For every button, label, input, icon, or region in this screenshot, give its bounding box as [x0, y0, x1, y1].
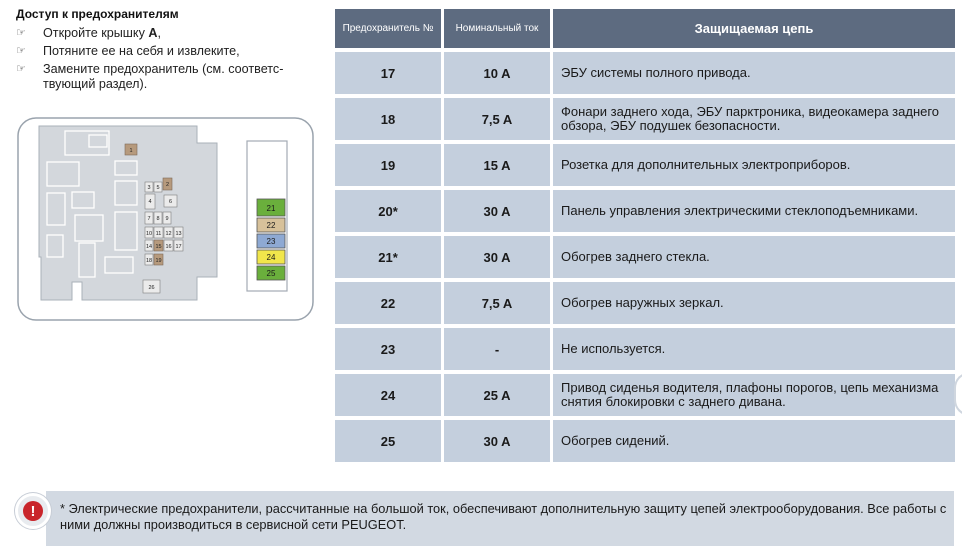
fuse-label: 7 [147, 216, 151, 222]
fuse-circuit: Обогрев наружных зеркал. [553, 282, 955, 324]
fuse-amperage: 25 A [444, 374, 550, 416]
fuse-amperage: 30 A [444, 420, 550, 462]
header-protected-circuit: Защищаемая цепь [553, 9, 955, 48]
fuse-number: 18 [335, 98, 441, 140]
fuse-number: 17 [335, 52, 441, 94]
table-row [335, 236, 955, 278]
fuse-23-label: 23 [266, 237, 276, 246]
table-row [335, 190, 955, 232]
fuse-circuit: Привод сиденья водителя, плафоны порогов, цепь механизма снятия блокировки с заднего дивана. [553, 374, 955, 416]
header-fuse-number: Предохранитель № [335, 9, 441, 48]
step-text: Потяните ее на себя и извлеките, [43, 44, 240, 58]
fuse-label: 12 [165, 231, 172, 237]
step-bold: A [148, 26, 158, 40]
step-text-end: , [157, 26, 161, 40]
fuse-21-label: 21 [266, 204, 276, 213]
fuse-label: 10 [145, 231, 153, 237]
fuse-label: 4 [148, 199, 152, 205]
fuse-25-label: 25 [266, 269, 276, 278]
fuse-number: 23 [335, 328, 441, 370]
table-row [335, 282, 955, 324]
instruction-steps [16, 26, 316, 95]
table-row [335, 52, 955, 94]
fuse-label: 19 [155, 258, 162, 264]
step-item [16, 26, 316, 41]
fuse-circuit: Обогрев сидений. [553, 420, 955, 462]
fuse-circuit: Панель управления электрическими стеклоподъемниками. [553, 190, 955, 232]
table-row [335, 98, 955, 140]
fuse-label: 13 [175, 231, 182, 237]
table-row [335, 328, 955, 370]
fuse-circuit: Розетка для дополнительных электроприборов. [553, 144, 955, 186]
fuse-label: 3 [147, 185, 151, 191]
fuse-number: 22 [335, 282, 441, 324]
fuse-label: 2 [165, 182, 170, 188]
header-rated-current: Номинальный ток [444, 9, 550, 48]
pointing-hand-icon: ☞ [16, 63, 26, 75]
fuse-circuit: Обогрев заднего стекла. [553, 236, 955, 278]
fuse-number: 25 [335, 420, 441, 462]
fuse-number: 20* [335, 190, 441, 232]
fuse-label: 15 [155, 244, 162, 250]
fuse-label: 9 [165, 216, 169, 222]
fuse-label: 8 [156, 216, 160, 222]
fuse-number: 21* [335, 236, 441, 278]
fuse-label: 5 [156, 185, 160, 191]
table-row [335, 144, 955, 186]
fuse-table [335, 9, 955, 465]
fuse-22-label: 22 [266, 221, 276, 230]
pointing-hand-icon: ☞ [16, 27, 26, 39]
fuse-label: 1 [129, 148, 133, 154]
fuse-amperage: 7,5 A [444, 282, 550, 324]
fuse-label: 11 [155, 231, 162, 237]
table-row [335, 374, 955, 416]
warning-note [46, 491, 954, 546]
warning-note-text: * Электрические предохранители, рассчитанные на большой ток, обеспечивают дополнительную защиту цепей электрооборудования. Все работы с ними должны производиться в сервисной сети PEUGEOT. [60, 501, 947, 532]
fuse-amperage: - [444, 328, 550, 370]
fuse-label: 14 [145, 244, 153, 250]
fuse-amperage: 10 A [444, 52, 550, 94]
step-item [16, 62, 316, 92]
fuse-24-label: 24 [266, 253, 276, 262]
page-edge-decoration [954, 372, 962, 416]
step-text: Замените предохранитель (см. соответс-твующий раздел). [43, 62, 284, 91]
fuse-amperage: 30 A [444, 236, 550, 278]
fuse-label: 17 [175, 244, 182, 250]
fuse-label: 26 [148, 285, 155, 291]
fuse-number: 19 [335, 144, 441, 186]
access-title: Доступ к предохранителям [16, 7, 179, 21]
fuse-circuit: Фонари заднего хода, ЭБУ парктроника, видеокамера заднего обзора, ЭБУ подушек безопасности. [553, 98, 955, 140]
fuse-label: 6 [168, 199, 173, 205]
fuse-circuit: ЭБУ системы полного привода. [553, 52, 955, 94]
fuse-number: 24 [335, 374, 441, 416]
fuse-amperage: 7,5 A [444, 98, 550, 140]
fuse-label: 18 [145, 258, 153, 264]
fuse-amperage: 15 A [444, 144, 550, 186]
table-row [335, 420, 955, 462]
step-item [16, 44, 316, 59]
step-text: Откройте крышку [43, 26, 149, 40]
pointing-hand-icon: ☞ [16, 45, 26, 57]
fuse-label: 16 [165, 244, 172, 250]
exclamation-icon: ! [23, 501, 43, 521]
fuse-circuit: Не используется. [553, 328, 955, 370]
fuse-box-diagram [17, 117, 314, 321]
warning-icon [15, 493, 51, 529]
fuse-amperage: 30 A [444, 190, 550, 232]
